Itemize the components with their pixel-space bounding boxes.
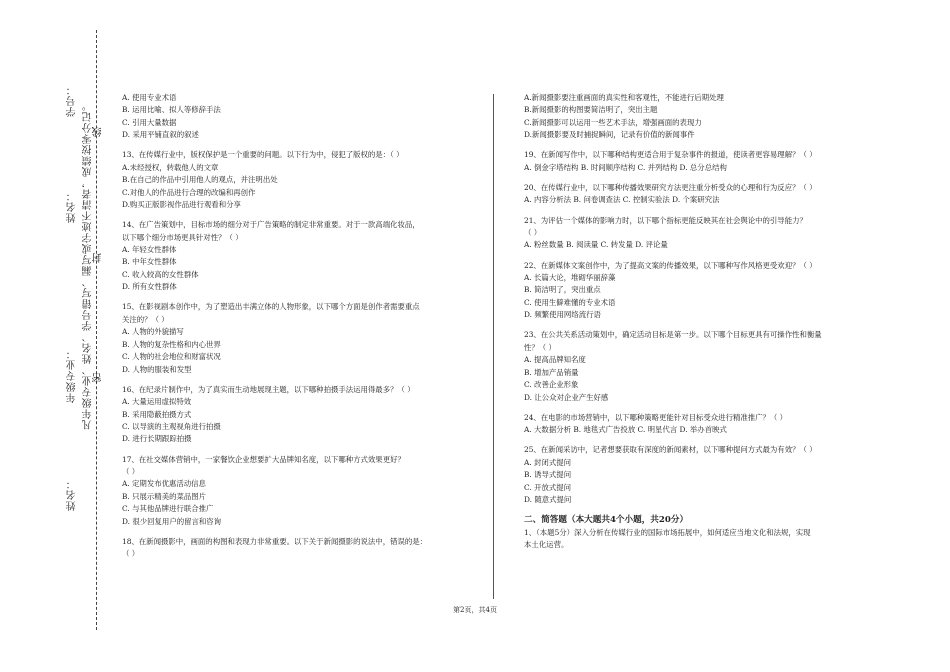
option-line: B. 简洁明了，突出重点 xyxy=(524,285,601,295)
option-line: A. 内容分析法 B. 问卷调查法 C. 控制实验法 D. 个案研究法 xyxy=(524,195,720,205)
option-line: A.新闻摄影要注重画面的真实性和客观性，不能进行后期处理 xyxy=(524,93,724,102)
question-text: 25、在新闻采访中，记者想要获取有深度的新闻素材，以下哪种提问方式最为有效？（ ） xyxy=(524,445,817,455)
question-14 xyxy=(122,219,487,293)
question-text: 13、在传媒行业中，版权保护是一个重要的问题。以下行为中，侵犯了版权的是：（ ） xyxy=(122,150,404,160)
option-line: B. 采用隐蔽拍摄方式 xyxy=(122,409,192,419)
option-line: D. 很少回复用户的留言和咨询 xyxy=(122,516,222,526)
option-line: A. 使用专业术语 xyxy=(122,93,177,102)
question-21 xyxy=(524,215,924,252)
option-line: D. 随意式提问 xyxy=(524,494,572,504)
question-text: （ ） xyxy=(122,549,140,559)
question-25 xyxy=(524,444,924,506)
option-line: C. 改善企业形象 xyxy=(524,380,579,390)
binding-strip xyxy=(0,0,110,672)
option-line: D. 频繁使用网络流行语 xyxy=(524,310,601,320)
option-line: A. 封闭式提问 xyxy=(524,457,571,467)
option-line: B. 中年女性群体 xyxy=(122,257,177,267)
option-line: C.对他人的作品进行合理的改编和再创作 xyxy=(122,187,256,197)
option-line: B. 人物的复杂性格和内心世界 xyxy=(122,339,221,349)
option-line: B. 诱导式提问 xyxy=(524,470,572,480)
question-text: 17、在社交媒体营销中，一家餐饮企业想要扩大品牌知名度，以下哪种方式效果更好？ xyxy=(122,454,405,464)
short-answer-question-1-cont: 本土化运营。 xyxy=(524,539,569,549)
question-text: 20、在传媒行业中，以下哪种传播效果研究方法更注重分析受众的心理和行为反应？（ ） xyxy=(524,183,817,193)
short-answer-question-1: 1、（本题5分）深入分析在传媒行业的国际市场拓展中，如何适应当地文化和法规，实现 xyxy=(524,527,811,537)
seal-mark-mi: 密 xyxy=(93,372,104,383)
option-line: A. 人物的外貌描写 xyxy=(122,327,184,337)
page-footer: 第2页，共4页 xyxy=(453,606,497,614)
question-text: 14、在广告策划中，目标市场的细分对于广告策略的制定非常重要。对于一款高端化妆品， xyxy=(122,220,420,230)
option-line: C. 引用大量数据 xyxy=(122,117,177,127)
question-15 xyxy=(122,301,487,375)
question-24 xyxy=(524,412,924,437)
question-20 xyxy=(524,182,924,207)
question-text: 18、在新闻摄影中，画面的构图和表现力非常重要。以下关于新闻摄影的说法中，错误的是： xyxy=(122,536,428,546)
right-column xyxy=(524,92,924,551)
question-18-options xyxy=(524,92,924,142)
section-title: 二、简答题（本大题共4个小题，共20分） xyxy=(524,515,689,526)
option-line: D. 所有女性群体 xyxy=(122,282,177,292)
option-line: D. 进行长期跟踪拍摄 xyxy=(122,434,192,444)
option-line: A. 倒金字塔结构 B. 时间顺序结构 C. 并列结构 D. 总分总结构 xyxy=(524,162,727,172)
option-line: D. 让公众对企业产生好感 xyxy=(524,392,609,402)
question-block xyxy=(122,92,487,142)
option-line: A. 粉丝数量 B. 阅读量 C. 转发量 D. 评论量 xyxy=(524,240,668,250)
option-line: C. 与其他品牌进行联合推广 xyxy=(122,504,214,514)
question-23 xyxy=(524,329,924,403)
seal-mark-xian: 线 xyxy=(93,126,104,137)
question-text: 以下哪个细分市场更具针对性？（ ） xyxy=(122,232,243,242)
question-22 xyxy=(524,260,924,322)
option-line: A. 长篇大论，堆砌华丽辞藻 xyxy=(524,273,616,283)
option-line: B.新闻摄影的构图要简洁明了，突出主题 xyxy=(524,105,658,115)
question-text: （ ） xyxy=(122,466,140,476)
left-column xyxy=(122,92,487,568)
option-line: C. 人物的社会地位和财富状况 xyxy=(122,352,221,362)
question-text: （ ） xyxy=(524,228,542,238)
seal-mark-feng: 封 xyxy=(93,252,104,263)
question-text: 15、在影视剧本创作中，为了塑造出丰满立体的人物形象，以下哪个方面是创作者需要重点 xyxy=(122,302,420,312)
option-line: D.购买正版影视作品进行观看和分享 xyxy=(122,200,241,210)
column-divider xyxy=(493,94,494,599)
option-line: B. 增加产品销量 xyxy=(524,367,579,377)
question-text: 23、在公共关系活动策划中，确定活动目标是第一步。以下哪个目标更具有可操作性和衡量 xyxy=(524,330,822,340)
question-19 xyxy=(524,149,924,174)
option-line: A. 大量运用虚拟特效 xyxy=(122,397,192,407)
option-line: B.在自己的作品中引用他人的观点，并注明出处 xyxy=(122,175,278,185)
option-line: A. 提高品牌知名度 xyxy=(524,355,586,365)
question-text: 22、在新媒体文案创作中，为了提高文案的传播效果，以下哪种写作风格更受欢迎？（ ） xyxy=(524,260,817,270)
option-line: C. 以导演的主观视角进行拍摄 xyxy=(122,421,221,431)
binding-notice: 凡年级专业、姓名、学号错写、漏写或字迹不清者，成绩按零分记。 xyxy=(83,100,94,430)
question-18 xyxy=(122,536,487,561)
school-label: 姓名： xyxy=(67,478,78,511)
option-line: A. 定期发布优惠活动信息 xyxy=(122,479,206,489)
question-text: 性？（ ） xyxy=(524,342,556,352)
question-16 xyxy=(122,384,487,446)
student-no-label: 学号： xyxy=(67,84,78,117)
option-line: D.新闻摄影要及时捕捉瞬间，记录有价值的新闻事件 xyxy=(524,130,695,140)
option-line: C. 使用生僻难懂的专业术语 xyxy=(524,297,616,307)
option-line: B. 运用比喻、拟人等修辞手法 xyxy=(122,105,221,115)
question-text: 19、在新闻写作中，以下哪种结构更适合用于复杂事件的报道，使读者更容易理解？（ ） xyxy=(524,150,817,160)
option-line: C.新闻摄影可以运用一些艺术手法，增强画面的表现力 xyxy=(524,117,702,127)
option-line: A. 年轻女性群体 xyxy=(122,245,177,255)
question-13 xyxy=(122,149,487,211)
question-text: 24、在电影的市场营销中，以下哪种策略更能针对目标受众进行精准推广？（ ） xyxy=(524,412,788,422)
binding-dashed-line xyxy=(96,30,97,630)
option-line: C. 开放式提问 xyxy=(524,482,572,492)
option-line: D. 采用平铺直叙的叙述 xyxy=(122,130,199,140)
grade-major-label: 年级专业： xyxy=(67,348,78,403)
question-text: 16、在纪录片制作中，为了真实而生动地展现主题，以下哪种拍摄手法运用得最多？（ ） xyxy=(122,384,415,394)
option-line: C. 收入较高的女性群体 xyxy=(122,269,199,279)
option-line: D. 人物的服装和发型 xyxy=(122,364,192,374)
question-text: 关注的？（ ） xyxy=(122,314,169,324)
option-line: A. 大数据分析 B. 地毯式广告投放 C. 明星代言 D. 举办首映式 xyxy=(524,425,727,435)
option-line: B. 只展示精美的菜品图片 xyxy=(122,491,207,501)
option-line: A.未经授权，转载他人的文章 xyxy=(122,162,219,172)
question-17 xyxy=(122,454,487,528)
question-text: 21、为评估一个媒体的影响力时，以下哪个指标更能反映其在社会舆论中的引导能力？ xyxy=(524,215,807,225)
name-label: 姓名： xyxy=(67,190,78,223)
